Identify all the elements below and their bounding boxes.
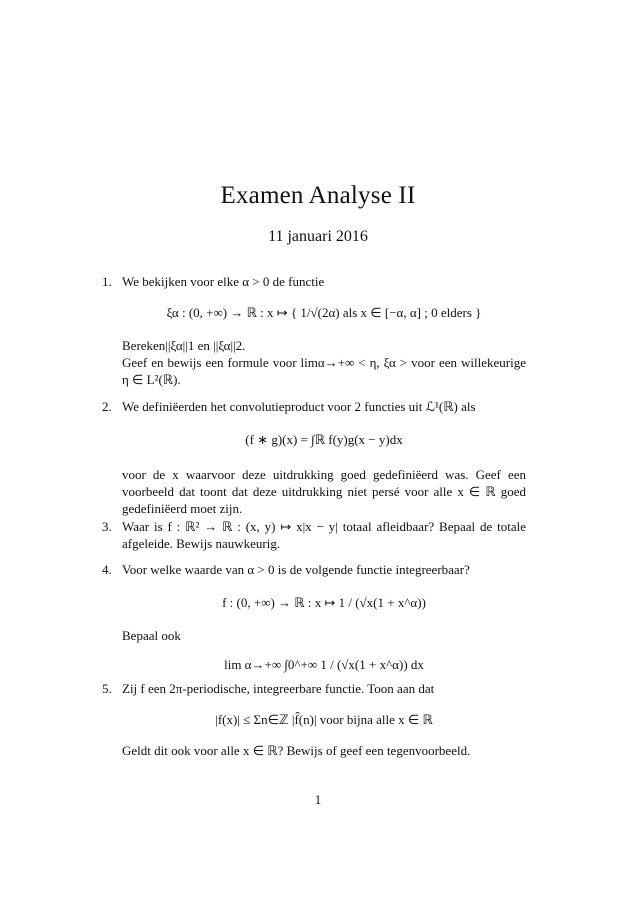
question-text: Bepaal ook (122, 628, 181, 643)
question-3 (102, 518, 526, 552)
question-number: 5. (102, 681, 112, 696)
question-text: Bereken||ξα||1 en ||ξα||2. (122, 338, 246, 353)
question-text: voor de x waarvoor deze uitdrukking goed gedefiniëerd was. Geef een voorbeeld dat toont dat deze uitdrukking niet persé voor alle x ∈ ℝ goed gedefiniëerd moet zijn. (122, 467, 526, 516)
formula: |f(x)| ≤ Σn∈ℤ |f̂(n)| voor bijna alle x ∈ ℝ (215, 712, 433, 727)
page-title: Examen Analyse II (220, 182, 416, 209)
question-number: 2. (102, 399, 112, 414)
question-1 (102, 273, 526, 388)
question-intro: We bekijken voor elke α > 0 de functie (122, 274, 325, 289)
question-text: Geef en bewijs een formule voor limα→+∞ < η, ξα > voor een willekeurige η ∈ L²(ℝ). (122, 355, 526, 387)
question-intro: We definiëerden het convolutieproduct voor 2 functies uit ℒ¹(ℝ) als (122, 399, 476, 414)
question-intro: Voor welke waarde van α > 0 is de volgende functie integreerbaar? (122, 562, 470, 577)
formula: (f ∗ g)(x) = ∫ℝ f(y)g(x − y)dx (245, 432, 403, 447)
exam-date: 11 januari 2016 (268, 228, 368, 245)
formula: f : (0, +∞) → ℝ : x ↦ 1 / (√x(1 + x^α)) (222, 595, 426, 610)
question-text: Geldt dit ook voor alle x ∈ ℝ? Bewijs of geef een tegenvoorbeeld. (122, 743, 471, 758)
question-2 (102, 398, 526, 517)
formula: lim α→+∞ ∫0^+∞ 1 / (√x(1 + x^α)) dx (224, 657, 424, 672)
question-text: Waar is f : ℝ² → ℝ : (x, y) ↦ x|x − y| totaal afleidbaar? Bepaal de totale afgeleide. Bewijs nauwkeurig. (122, 519, 526, 551)
question-number: 4. (102, 562, 112, 577)
formula: ξα : (0, +∞) → ℝ : x ↦ { 1/√(2α) als x ∈ [−α, α] ; 0 elders } (166, 305, 482, 320)
question-4 (102, 561, 526, 673)
question-number: 1. (102, 274, 112, 289)
question-intro: Zij f een 2π-periodische, integreerbare functie. Toon aan dat (122, 681, 435, 696)
page-number: 1 (314, 792, 322, 807)
question-5 (102, 680, 526, 759)
question-number: 3. (102, 519, 112, 534)
